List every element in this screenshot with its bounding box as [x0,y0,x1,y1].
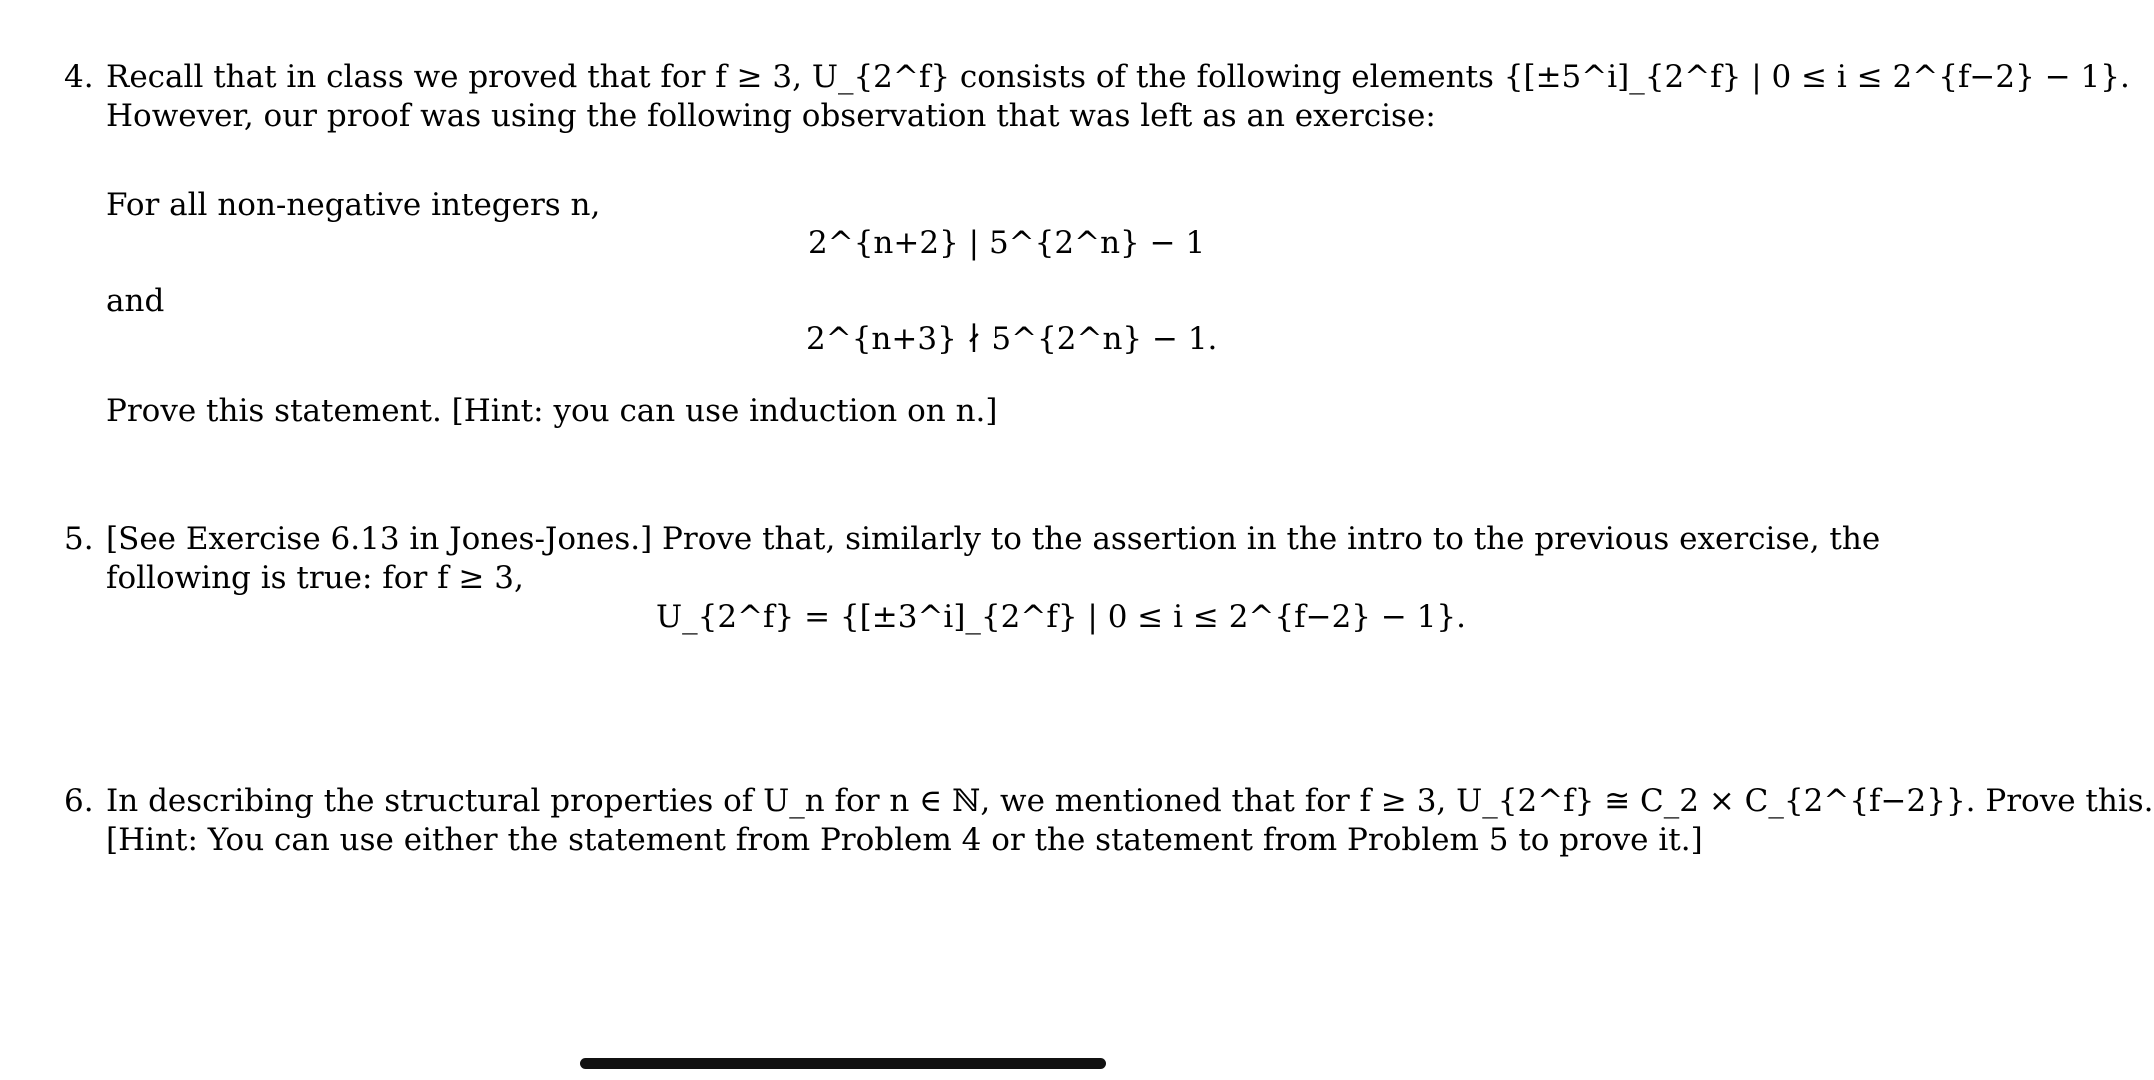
problem-4-closing: Prove this statement. [Hint: you can use induction on n.] [106,393,998,429]
problem-4-equation-1: 2^{n+2} | 5^{2^n} − 1 [808,225,1206,261]
problem-4-statement-intro: For all non-negative integers n, [106,187,601,223]
problem-4-line-2: However, our proof was using the following observation that was left as an exercise: [106,98,1436,134]
problem-number: 6. [64,783,94,819]
problem-4-connector: and [106,283,165,319]
problem-5-line-2: following is true: for f ≥ 3, [106,560,524,596]
problem-6-line-2: [Hint: You can use either the statement from Problem 4 or the statement from Problem 5 to prove it.] [106,822,1703,858]
problem-4-equation-2: 2^{n+3} ∤ 5^{2^n} − 1. [806,321,1218,357]
home-indicator-bar[interactable] [580,1058,1106,1069]
problem-5-line-1: [See Exercise 6.13 in Jones-Jones.] Prove that, similarly to the assertion in the intro to the previous exercise, the [106,521,1881,557]
problem-4-line-1: Recall that in class we proved that for f ≥ 3, U_{2^f} consists of the following elements {[±5^i]_{2^f} | 0 ≤ i ≤ 2^{f−2} − 1}. [106,59,2130,95]
problem-6-line-1: In describing the structural properties of U_n for n ∈ ℕ, we mentioned that for f ≥ 3, U_{2^f} ≅ C_2 × C_{2^{f−2}}. Prove this. [106,783,2154,819]
problem-number: 5. [64,521,94,557]
problem-number: 4. [64,59,94,95]
problem-5-equation: U_{2^f} = {[±3^i]_{2^f} | 0 ≤ i ≤ 2^{f−2} − 1}. [656,599,1466,635]
